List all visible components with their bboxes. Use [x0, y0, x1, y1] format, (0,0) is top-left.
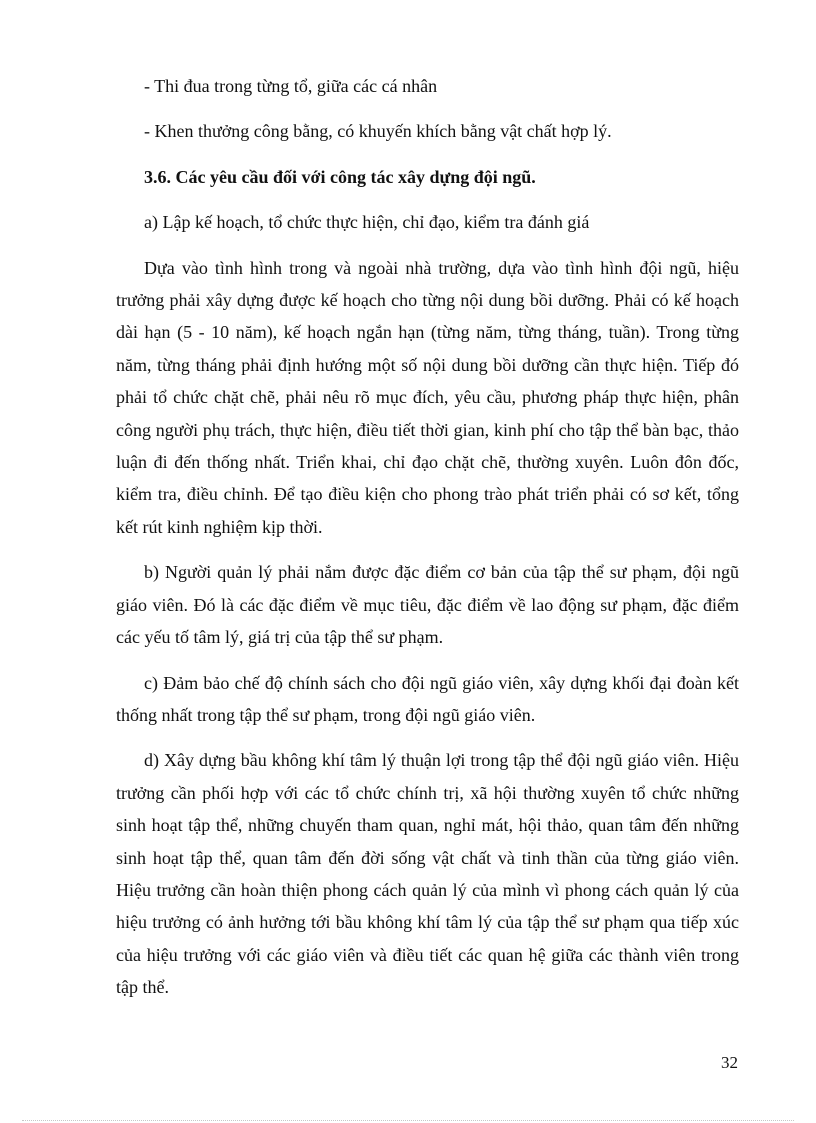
- body-text: [116, 70, 739, 1017]
- paragraph-b: b) Người quản lý phải nắm được đặc điểm cơ bản của tập thể sư phạm, đội ngũ giáo viên. Đó là các đặc điểm về mục tiêu, đặc điểm về lao động sư phạm, đặc điểm các yếu tố tâm lý, giá trị của tập thể sư phạm.: [116, 562, 739, 648]
- paragraph-planning: Dựa vào tình hình trong và ngoài nhà trường, dựa vào tình hình đội ngũ, hiệu trưởng phải xây dựng được kế hoạch cho từng nội dung bồi dưỡng. Phải có kế hoạch dài hạn (5 - 10 năm), kế hoạch ngắn hạn (từng năm, từng tháng, tuần). Trong từng năm, từng tháng phải định hướng một số nội dung bồi dưỡng cần thực hiện. Tiếp đó phải tổ chức chặt chẽ, phải nêu rõ mục đích, yêu cầu, phương pháp thực hiện, phân công người phụ trách, thực hiện, điều tiết thời gian, kinh phí cho tập thể bàn bạc, thảo luận đi đến thống nhất. Triển khai, chỉ đạo chặt chẽ, thường xuyên. Luôn đôn đốc, kiểm tra, điều chỉnh. Để tạo điều kiện cho phong trào phát triển phải có sơ kết, tổng kết rút kinh nghiệm kịp thời.: [116, 257, 739, 537]
- paragraph-c: c) Đảm bảo chế độ chính sách cho đội ngũ giáo viên, xây dựng khối đại đoàn kết thống nhất trong tập thể sư phạm, trong đội ngũ giáo viên.: [116, 672, 739, 725]
- bullet-line-reward: - Khen thưởng công bằng, có khuyến khích bằng vật chất hợp lý.: [144, 121, 612, 142]
- page-number: 32: [721, 1053, 738, 1072]
- bullet-line-competition: - Thi đua trong từng tổ, giữa các cá nhân: [144, 76, 438, 96]
- section-heading: 3.6. Các yêu cầu đối với công tác xây dựng đội ngũ.: [144, 166, 536, 187]
- bottom-divider: [22, 1120, 794, 1121]
- paragraph-d: d) Xây dựng bầu không khí tâm lý thuận lợi trong tập thể đội ngũ giáo viên. Hiệu trưởng cần phối hợp với các tổ chức chính trị, xã hội thường xuyên tổ chức những sinh hoạt tập thể, những chuyến tham quan, nghỉ mát, hội thảo, quan tâm đến những sinh hoạt tập thể, quan tâm đến đời sống vật chất và tinh thần của từng giáo viên. Hiệu trưởng cần hoàn thiện phong cách quản lý của mình vì phong cách quản lý của hiệu trưởng có ảnh hưởng tới bầu không khí tâm lý của tập thể sư phạm qua tiếp xúc của hiệu trưởng với các giáo viên và điều tiết các quan hệ giữa các thành viên trong tập thể.: [116, 750, 739, 998]
- subheading-a: a) Lập kế hoạch, tổ chức thực hiện, chỉ đạo, kiểm tra đánh giá: [144, 212, 590, 233]
